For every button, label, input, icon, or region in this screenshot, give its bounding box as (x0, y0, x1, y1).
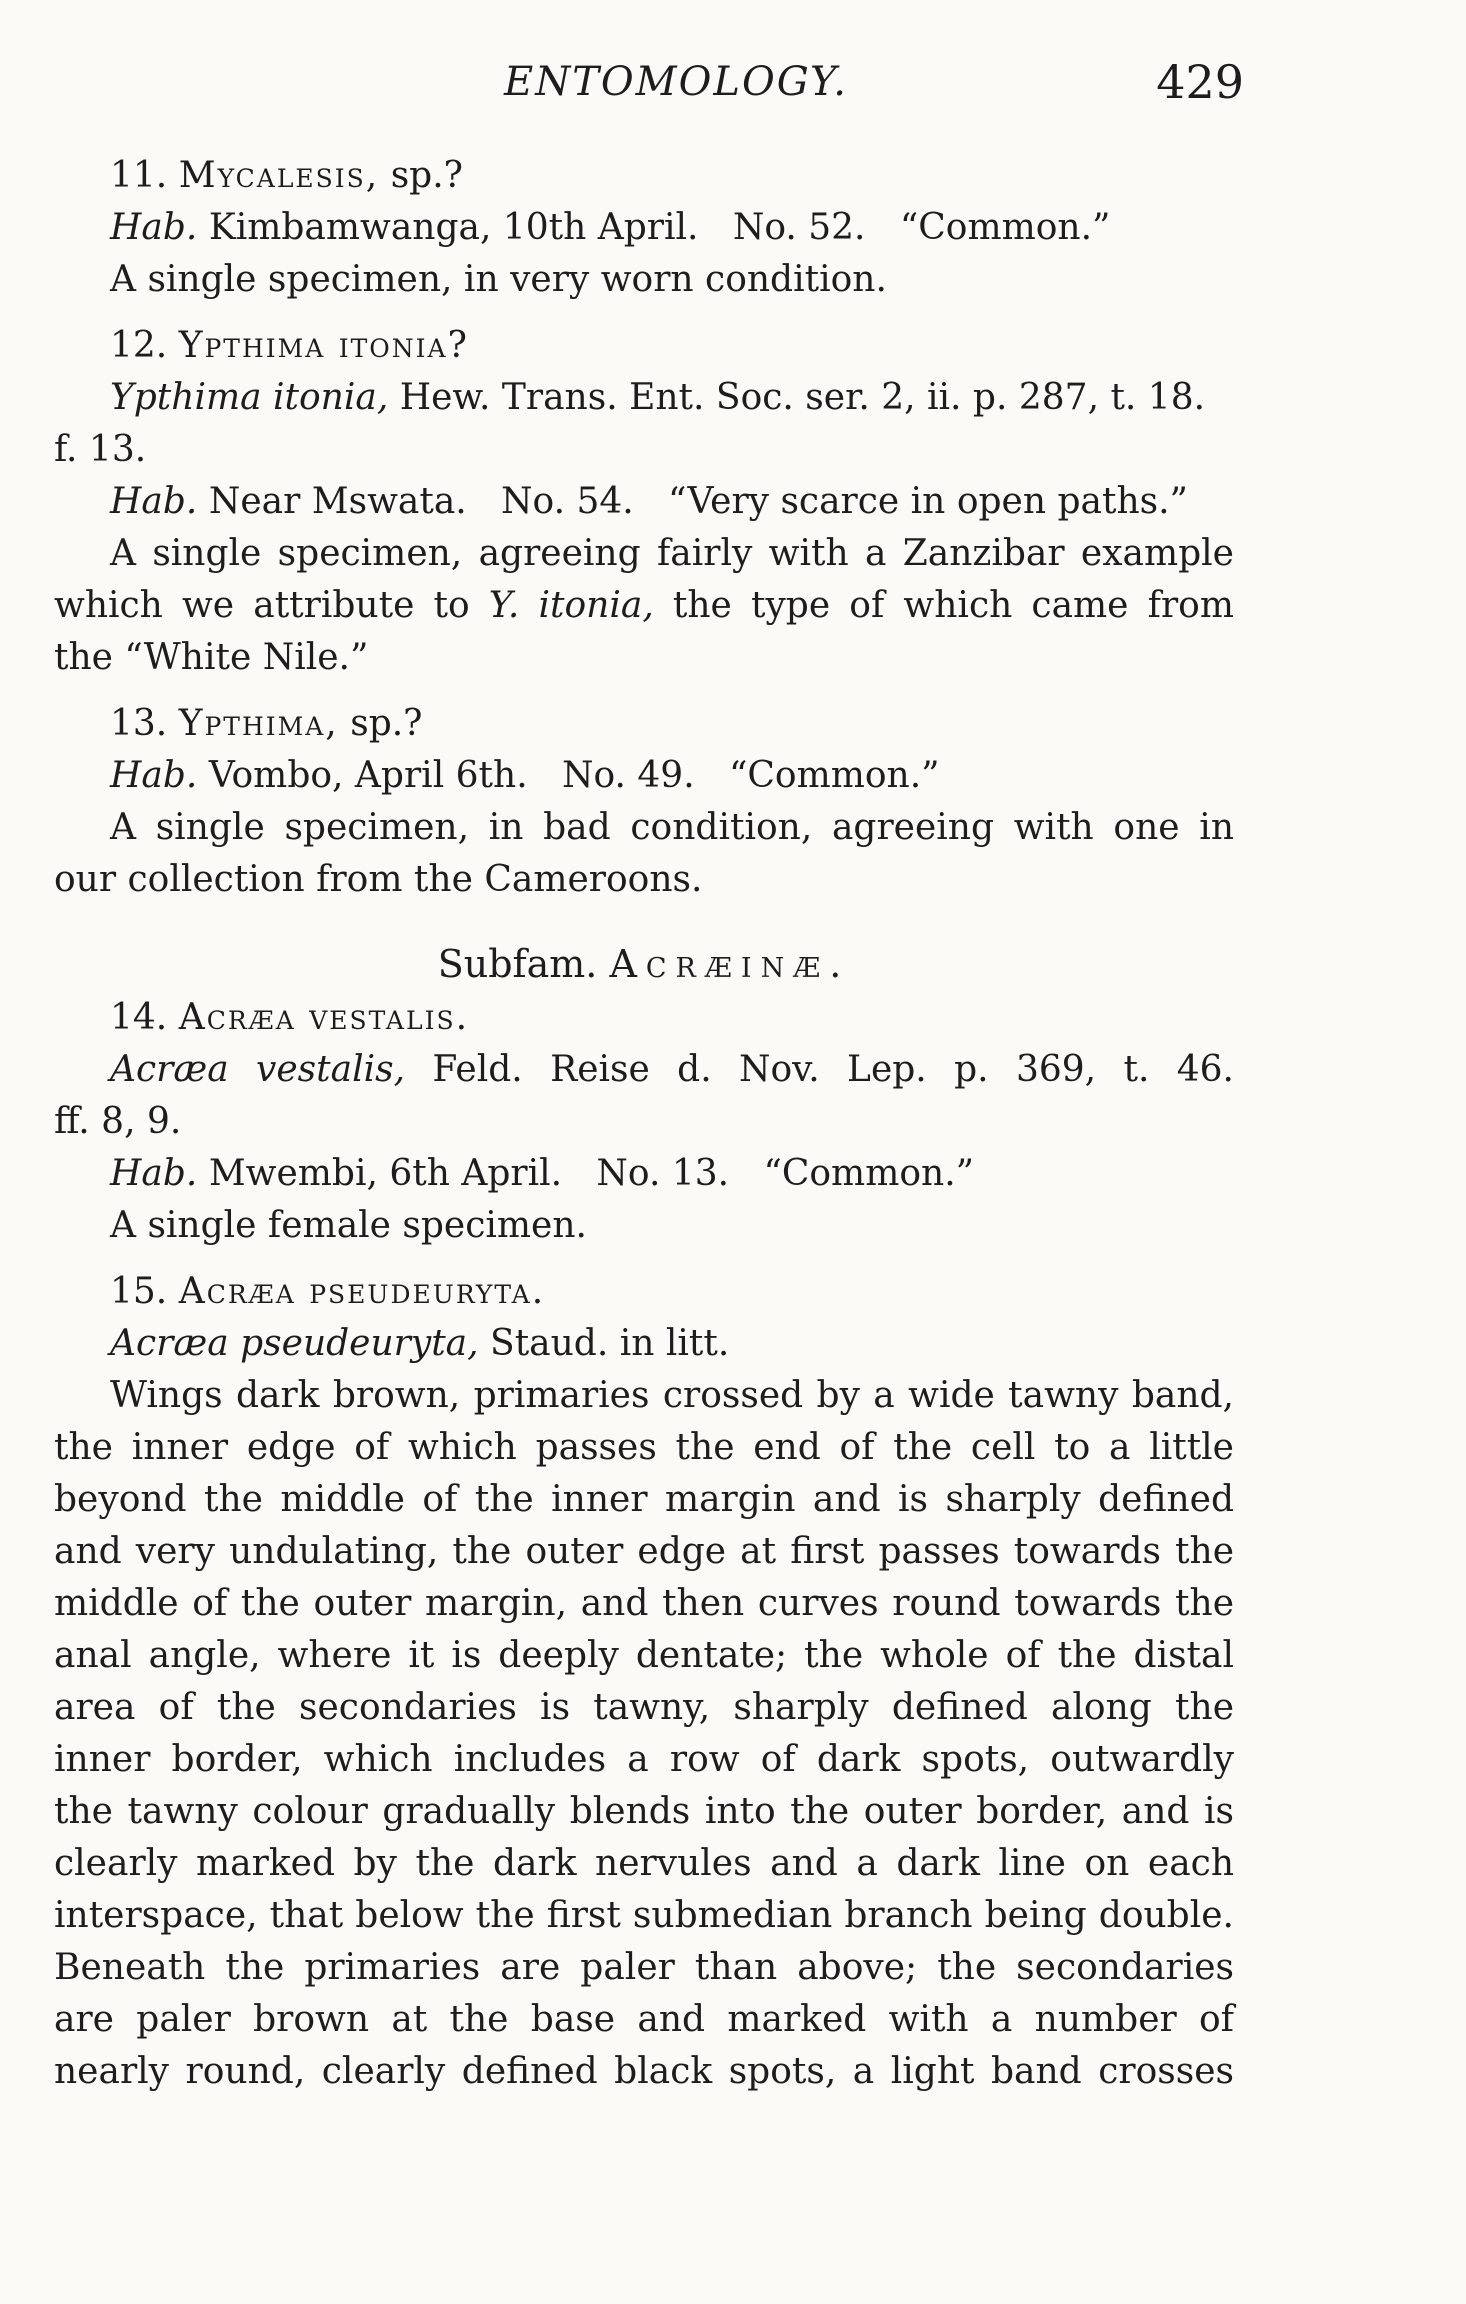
description-line: are paler brown at the base and marked with a number of (54, 1999, 1234, 2040)
specimen-note: A single female specimen. (110, 1205, 587, 1246)
specimen-note-line: A single specimen, in bad condition, agreeing with one in (110, 807, 1234, 848)
species-name: Ypthima, (178, 703, 339, 744)
description-line: inner border, which includes a row of dark spots, outwardly (54, 1739, 1234, 1780)
description-line: and very undulating, the outer edge at first passes towards the (54, 1531, 1234, 1572)
note-text: the type of which came from (672, 585, 1234, 626)
reference-citation: Hew. Trans. Ent. Soc. ser. 2, ii. p. 287, t. 18. (399, 377, 1206, 418)
description-line: anal angle, where it is deeply dentate; the whole of the distal (54, 1635, 1234, 1676)
reference-taxon: Ypthima itonia, (110, 377, 389, 418)
species-heading (54, 150, 1234, 202)
hab-label: Hab. (110, 481, 198, 522)
specimen-note-line: our collection from the Cameroons. (54, 859, 703, 900)
note-text: which we attribute to (54, 585, 470, 626)
page-header (54, 55, 1244, 115)
book-page (54, 0, 1244, 2304)
habitat-line (54, 750, 1234, 802)
specimen-note: A single specimen, in very worn condition. (110, 259, 887, 300)
habitat-line (54, 1148, 1234, 1200)
entry-number: 13. (110, 703, 168, 744)
entry-13 (54, 698, 1234, 906)
specimen-note-line: the “White Nile.” (54, 637, 369, 678)
reference-citation: Feld. Reise d. Nov. Lep. p. 369, t. 46. (432, 1049, 1235, 1090)
entry-14 (54, 992, 1234, 1252)
running-title: ENTOMOLOGY. (504, 59, 848, 105)
subfamily-heading (54, 936, 1234, 992)
hab-text: Kimbamwanga, 10th April. No. 52. “Common.” (208, 207, 1111, 248)
entry-11 (54, 150, 1234, 306)
description-line: interspace, that below the first submedian branch being double. (54, 1895, 1234, 1936)
entry-12 (54, 320, 1234, 684)
entry-number: 15. (110, 1271, 168, 1312)
species-description (54, 1370, 1234, 2098)
species-suffix: sp.? (350, 703, 423, 744)
subfamily-name: Acræinæ. (609, 942, 851, 986)
description-line: clearly marked by the dark nervules and a dark line on each (54, 1843, 1234, 1884)
description-line: Beneath the primaries are paler than above; the secondaries (54, 1947, 1234, 1988)
species-heading (54, 1266, 1234, 1318)
description-line: middle of the outer margin, and then curves round towards the (54, 1583, 1234, 1624)
entry-number: 14. (110, 997, 168, 1038)
specimen-note-line: A single specimen, agreeing fairly with a Zanzibar example (110, 533, 1234, 574)
reference-line (54, 372, 1234, 424)
hab-label: Hab. (110, 755, 198, 796)
species-name: Acræa vestalis. (178, 997, 470, 1038)
species-heading (54, 698, 1234, 750)
subfamily-label: Subfam. (437, 942, 598, 986)
description-line: area of the secondaries is tawny, sharply defined along the (54, 1687, 1234, 1728)
description-line: nearly round, clearly defined black spots, a light band crosses (54, 2051, 1234, 2092)
species-name: Mycalesis, (178, 155, 380, 196)
page-number: 429 (1156, 55, 1244, 109)
entry-number: 11. (110, 155, 168, 196)
species-heading (54, 320, 1234, 372)
species-name: Ypthima itonia? (178, 325, 469, 366)
habitat-line (54, 476, 1234, 528)
hab-text: Mwembi, 6th April. No. 13. “Common.” (208, 1153, 975, 1194)
reference-citation: Staud. in litt. (490, 1323, 730, 1364)
reference-line (54, 1044, 1234, 1096)
specimen-note-line (54, 580, 1234, 632)
note-taxon: Y. itonia, (488, 585, 654, 626)
hab-text: Vombo, April 6th. No. 49. “Common.” (208, 755, 940, 796)
entry-15 (54, 1266, 1234, 2098)
description-line: Wings dark brown, primaries crossed by a wide tawny band, (110, 1375, 1234, 1416)
reference-continuation: f. 13. (54, 429, 147, 470)
page-body (54, 150, 1234, 2098)
hab-label: Hab. (110, 207, 198, 248)
description-line: the inner edge of which passes the end of the cell to a little (54, 1427, 1234, 1468)
reference-taxon: Acræa pseudeuryta, (110, 1323, 479, 1364)
reference-line (54, 1318, 1234, 1370)
hab-label: Hab. (110, 1153, 198, 1194)
habitat-line (54, 202, 1234, 254)
reference-taxon: Acræa vestalis, (110, 1049, 406, 1090)
species-suffix: sp.? (390, 155, 463, 196)
hab-text: Near Mswata. No. 54. “Very scarce in open paths.” (208, 481, 1188, 522)
description-line: the tawny colour gradually blends into the outer border, and is (54, 1791, 1234, 1832)
description-line: beyond the middle of the inner margin and is sharply defined (54, 1479, 1234, 1520)
species-name: Acræa pseudeuryta. (178, 1271, 546, 1312)
entry-number: 12. (110, 325, 168, 366)
species-heading (54, 992, 1234, 1044)
reference-continuation: ff. 8, 9. (54, 1101, 182, 1142)
